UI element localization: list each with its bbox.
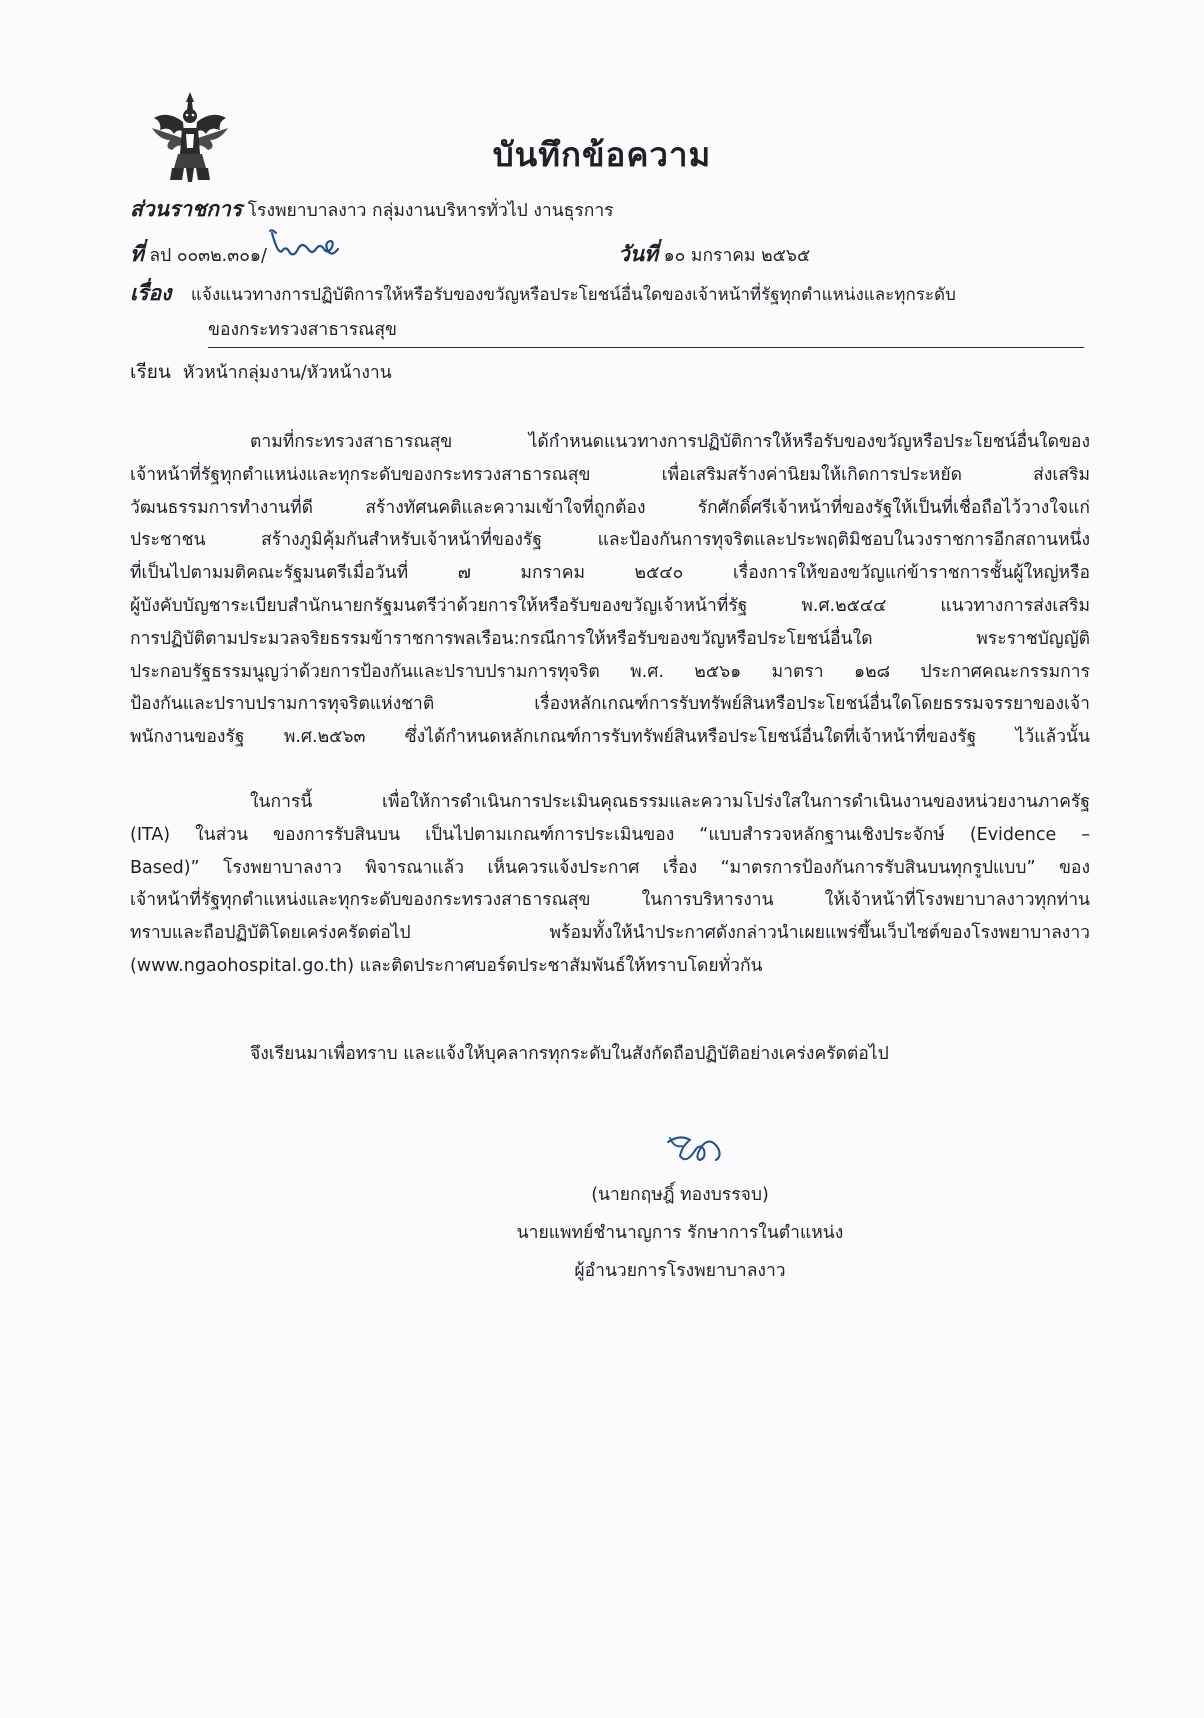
body-paragraph-2 [130, 786, 1090, 983]
paragraph-line: ประชาชน สร้างภูมิคุ้มกันสำหรับเจ้าหน้าที่ของรัฐ และป้องกันการทุจริตและประพฤติมิชอบในวงราชการอีกสถานหนึ่ง [130, 530, 1090, 551]
paragraph-line: (ITA) ในส่วน ของการรับสินบน เป็นไปตามเกณฑ์การประเมินของ “แบบสำรวจหลักฐานเชิงประจักษ์ (Evidence – [130, 824, 1090, 845]
department-value: โรงพยาบาลงาว กลุ่มงานบริหารทั่วไป งานธุรการ [247, 201, 614, 221]
addressee-value: หัวหน้ากลุ่มงาน/หัวหน้างาน [182, 363, 392, 383]
body-paragraph-3 [130, 1038, 1090, 1071]
paragraph-line: ตามที่กระทรวงสาธารณสุข ได้กำหนดแนวทางการปฏิบัติการให้หรือรับของขวัญหรือประโยชน์อื่นใดของ [250, 432, 1090, 452]
paragraph-line: พนักงานของรัฐ พ.ศ.๒๕๖๓ ซึ่งได้กำหนดหลักเกณฑ์การรับทรัพย์สินหรือประโยชน์อื่นใดที่เจ้าหน้าที่ของรัฐ ไว้แล้วนั้น [130, 727, 1090, 748]
signature-icon [660, 1128, 730, 1172]
paragraph-line: ผู้บังคับบัญชาระเบียบสำนักนายกรัฐมนตรีว่าด้วยการให้หรือรับของขวัญเจ้าหน้าที่รัฐ พ.ศ.๒๕๔๔ แนวทางการส่งเสริม [130, 595, 1090, 616]
header-divider [208, 347, 1084, 348]
date-label: วันที่ [618, 242, 658, 266]
paragraph-line: ในการนี้ เพื่อให้การดำเนินการประเมินคุณธรรมและความโปร่งใสในการดำเนินงานของหน่วยงานภาครัฐ [250, 792, 1090, 812]
addressee-label: เรียน [130, 361, 171, 383]
subject-line-1: แจ้งแนวทางการปฏิบัติการให้หรือรับของขวัญหรือประโยชน์อื่นใดของเจ้าหน้าที่รัฐทุกตำแหน่งและทุกระดับ [190, 285, 956, 305]
paragraph-line: ทราบและถือปฏิบัติโดยเคร่งครัดต่อไป พร้อมทั้งให้นำประกาศดังกล่าวนำเผยแพร่ขึ้นเว็บไซต์ของโรงพยาบาลงาว [130, 923, 1090, 944]
paragraph-line: วัฒนธรรมการทำงานที่ดี สร้างทัศนคติและความเข้าใจที่ถูกต้อง รักศักดิ์ศรีเจ้าหน้าที่ของรัฐให้เป็นที่เชื่อถือไว้วางใจแก่ [130, 497, 1090, 518]
subject-label: เรื่อง [130, 281, 172, 305]
paragraph-line: Based)” โรงพยาบาลงาว พิจารณาแล้ว เห็นควรแจ้งประกาศ เรื่อง “มาตรการป้องกันการรับสินบนทุกรูปแบบ” ของ [130, 857, 1090, 878]
paragraph-line: เจ้าหน้าที่รัฐทุกตำแหน่งและทุกระดับของกระทรวงสาธารณสุข เพื่อเสริมสร้างค่านิยมให้เกิดการประหยัด ส่งเสริม [130, 464, 1090, 485]
paragraph-line: การปฏิบัติตามประมวลจริยธรรมข้าราชการพลเรือน:กรณีการให้หรือรับของขวัญหรือประโยชน์อื่นใด พระราชบัญญัติ [130, 628, 1090, 649]
date-row [618, 238, 810, 271]
department-row [130, 193, 614, 226]
signatory-position: นายแพทย์ชำนาญการ รักษาการในตำแหน่ง [516, 1223, 844, 1243]
reference-label: ที่ [130, 242, 144, 266]
paragraph-line: ป้องกันและปราบปรามการทุจริตแห่งชาติ เรื่องหลักเกณฑ์การรับทรัพย์สินหรือประโยชน์อื่นใดโดยธรรมจรรยาของเจ้า [130, 694, 1090, 715]
signatory-name: (นายกฤษฎิ์ ทองบรรจบ) [591, 1185, 769, 1205]
paragraph-line: เจ้าหน้าที่รัฐทุกตำแหน่งและทุกระดับของกระทรวงสาธารณสุข ในการบริหารงาน ให้เจ้าหน้าที่โรงพยาบาลงาวทุกท่าน [130, 890, 1090, 911]
paragraph-line: ที่เป็นไปตามมติคณะรัฐมนตรีเมื่อวันที่ ๗ มกราคม ๒๕๔๐ เรื่องการให้ของขวัญแก่ข้าราชการชั้นผู้ใหญ่หรือ [130, 563, 1090, 584]
reference-value: ลป ๐๐๓๒.๓๐๑/ [149, 246, 267, 266]
handwritten-number-icon [268, 227, 358, 261]
subject-row [130, 277, 956, 310]
department-label: ส่วนราชการ [130, 197, 243, 221]
addressee-row [130, 357, 392, 387]
body-paragraph-1 [130, 426, 1090, 754]
signatory-title: ผู้อำนวยการโรงพยาบาลงาว [574, 1261, 786, 1281]
paragraph-line: ประกอบรัฐธรรมนูญว่าด้วยการป้องกันและปราบปรามการทุจริต พ.ศ. ๒๕๖๑ มาตรา ๑๒๘ ประกาศคณะกรรมการ [130, 661, 1090, 682]
subject-line-2: ของกระทรวงสาธารณสุข [208, 320, 398, 340]
paragraph-line: จึงเรียนมาเพื่อทราบ และแจ้งให้บุคลากรทุกระดับในสังกัดถือปฏิบัติอย่างเคร่งครัดต่อไป [250, 1044, 889, 1064]
date-value: ๑๐ มกราคม ๒๕๖๕ [663, 246, 811, 266]
paragraph-line: (www.ngaohospital.go.th) และติดประกาศบอร์ดประชาสัมพันธ์ให้ทราบโดยทั่วกัน [130, 955, 763, 976]
reference-row [130, 238, 362, 271]
handwritten-reference-number [272, 241, 362, 271]
document-title: บันทึกข้อความ [492, 135, 712, 174]
